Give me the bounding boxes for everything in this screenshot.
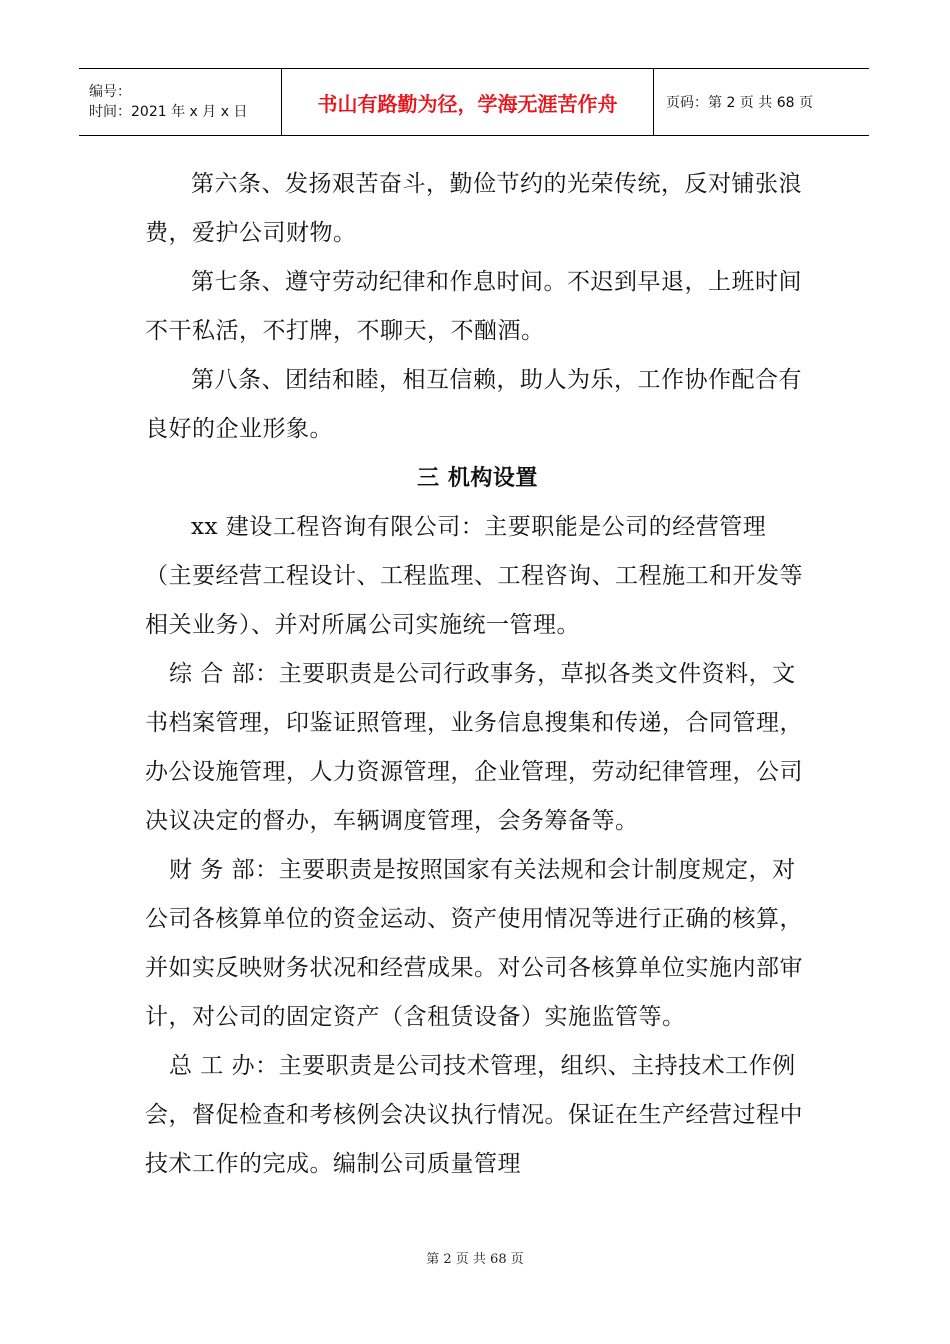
page-header: [79, 68, 869, 136]
article-8: 第八条、团结和睦，相互信赖，助人为乐，工作协作配合有良好的企业形象。: [145, 367, 802, 442]
article-6: 第六条、发扬艰苦奋斗，勤俭节约的光荣传统，反对铺张浪费，爱护公司财物。: [145, 171, 802, 246]
header-motto: [282, 69, 654, 135]
footer-page-number: 第 2 页 共 68 页: [426, 1252, 524, 1267]
motto-text: 书山有路勤为径，学海无涯苦作舟: [317, 91, 618, 116]
article-7: 第七条、遵守劳动纪律和作息时间。不迟到早退，上班时间不干私活，不打牌，不聊天，不酗酒。: [145, 269, 802, 344]
page-info-text: 页码：第 2 页 共 68 页: [666, 95, 813, 111]
general-dept-description: 综 合 部：主要职责是公司行政事务，草拟各类文件资料，文书档案管理，印鉴证照管理，业务信息搜集和传递，合同管理，办公设施管理，人力资源管理，企业管理，劳动纪律管理，公司决议决定的督办，车辆调度管理，会务筹备等。: [145, 661, 803, 834]
chief-engineer-office-description: 总 工 办：主要职责是公司技术管理，组织、主持技术工作例会，督促检查和考核例会决议执行情况。保证在生产经营过程中技术工作的完成。编制公司质量管理: [145, 1053, 803, 1177]
header-page-info: [654, 69, 869, 135]
document-number-label: 编号：: [89, 84, 131, 100]
section-title: 三 机构设置: [417, 466, 538, 491]
header-meta: [79, 69, 282, 135]
finance-dept-description: 财 务 部：主要职责是按照国家有关法规和会计制度规定，对公司各核算单位的资金运动、资产使用情况等进行正确的核算，并如实反映财务状况和经营成果。对公司各核算单位实施内部审计，对公司的固定资产（含租赁设备）实施监管等。: [145, 857, 803, 1030]
document-body: [145, 160, 810, 1189]
page-footer: [0, 1248, 950, 1267]
company-description: xx 建设工程咨询有限公司：主要职能是公司的经营管理（主要经营工程设计、工程监理、工程咨询、工程施工和开发等相关业务）、并对所属公司实施统一管理。: [145, 514, 803, 638]
document-date: 时间：2021 年 x 月 x 日: [89, 104, 248, 120]
